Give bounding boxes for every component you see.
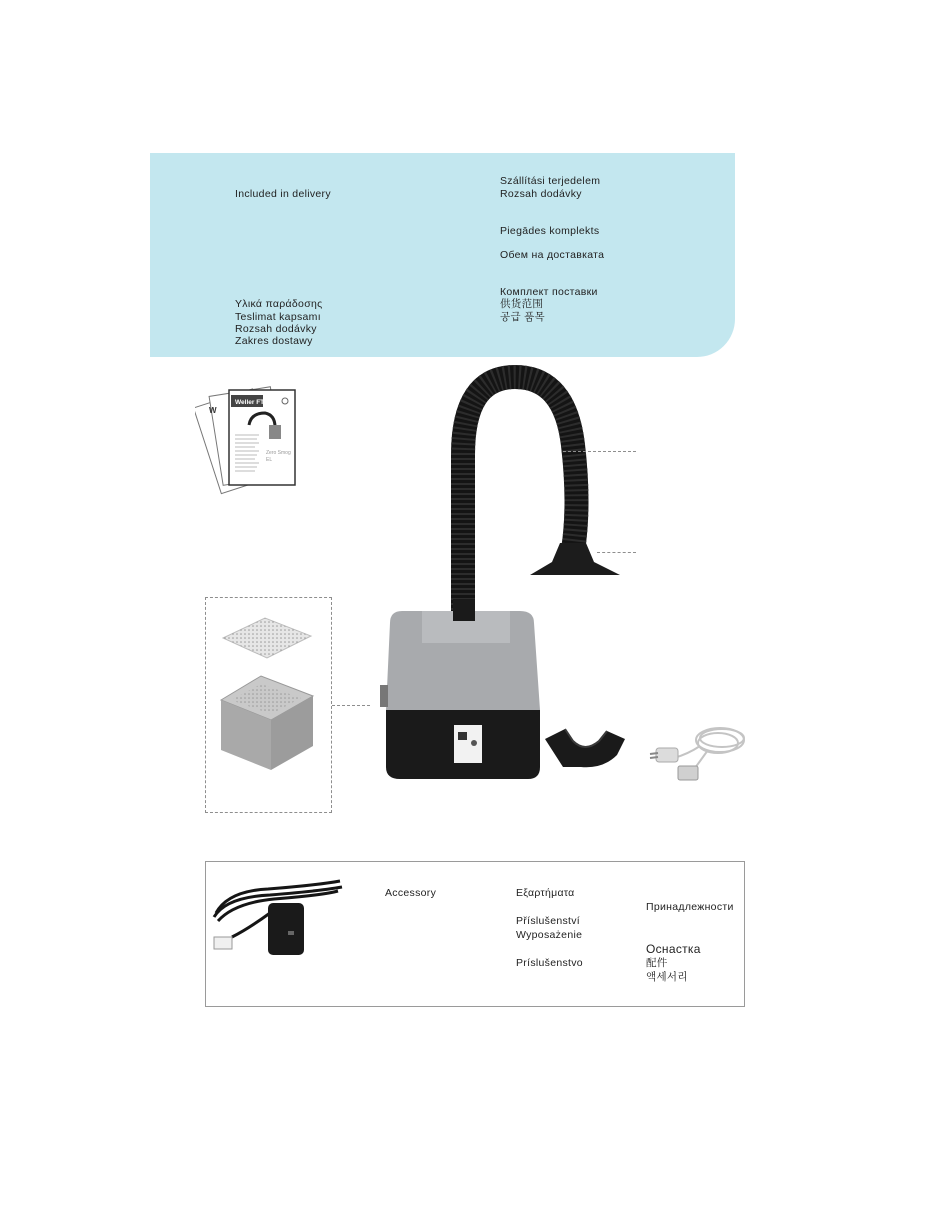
- accessory-cable-illustration: [208, 873, 348, 963]
- delivery-label-tr: Teslimat kapsamı: [235, 311, 321, 323]
- manual-brand: Weller FT: [235, 399, 265, 406]
- filter-illustration: [215, 608, 325, 778]
- delivery-label-sk: Rozsah dodávky: [500, 188, 582, 200]
- delivery-label-zh: 供货范围: [500, 298, 544, 310]
- delivery-label-hu: Szállítási terjedelem: [500, 175, 601, 187]
- delivery-label-ko: 공급 품목: [500, 311, 545, 323]
- accessory-label-ru: Принадлежности: [646, 901, 734, 913]
- power-cord-illustration: [648, 720, 748, 792]
- accessory-label-sk: Príslušenstvo: [516, 957, 583, 969]
- delivery-label-cs: Rozsah dodávky: [235, 323, 317, 335]
- accessory-label-bg: Оснастка: [646, 942, 701, 956]
- delivery-label-el: Υλικά παράδοσης: [235, 298, 323, 310]
- delivery-label-bg: Обем на доставката: [500, 249, 605, 261]
- nozzle-callout-line: [597, 552, 636, 553]
- delivery-label-pl: Zakres dostawy: [235, 335, 313, 347]
- accessory-label-ko: 액세서리: [646, 971, 688, 983]
- accessory-label-pl: Wyposażenie: [516, 929, 583, 941]
- accessory-label-el: Εξαρτήματα: [516, 887, 575, 899]
- hose-holder-illustration: [543, 727, 627, 771]
- accessory-label-en: Accessory: [385, 887, 437, 899]
- delivery-label-en: Included in delivery: [235, 188, 331, 200]
- filter-callout-line: [332, 705, 370, 706]
- manual-brand-side: W: [209, 406, 217, 415]
- accessory-label-zh: 配件: [646, 957, 668, 969]
- accessory-label-cs: Příslušenství: [516, 915, 581, 927]
- delivery-label-ru: Комплект поставки: [500, 286, 598, 298]
- hose-callout-line: [563, 451, 636, 452]
- manual-cover-title: Zero Smog EL: [266, 450, 291, 463]
- delivery-label-lv: Piegādes komplekts: [500, 225, 600, 237]
